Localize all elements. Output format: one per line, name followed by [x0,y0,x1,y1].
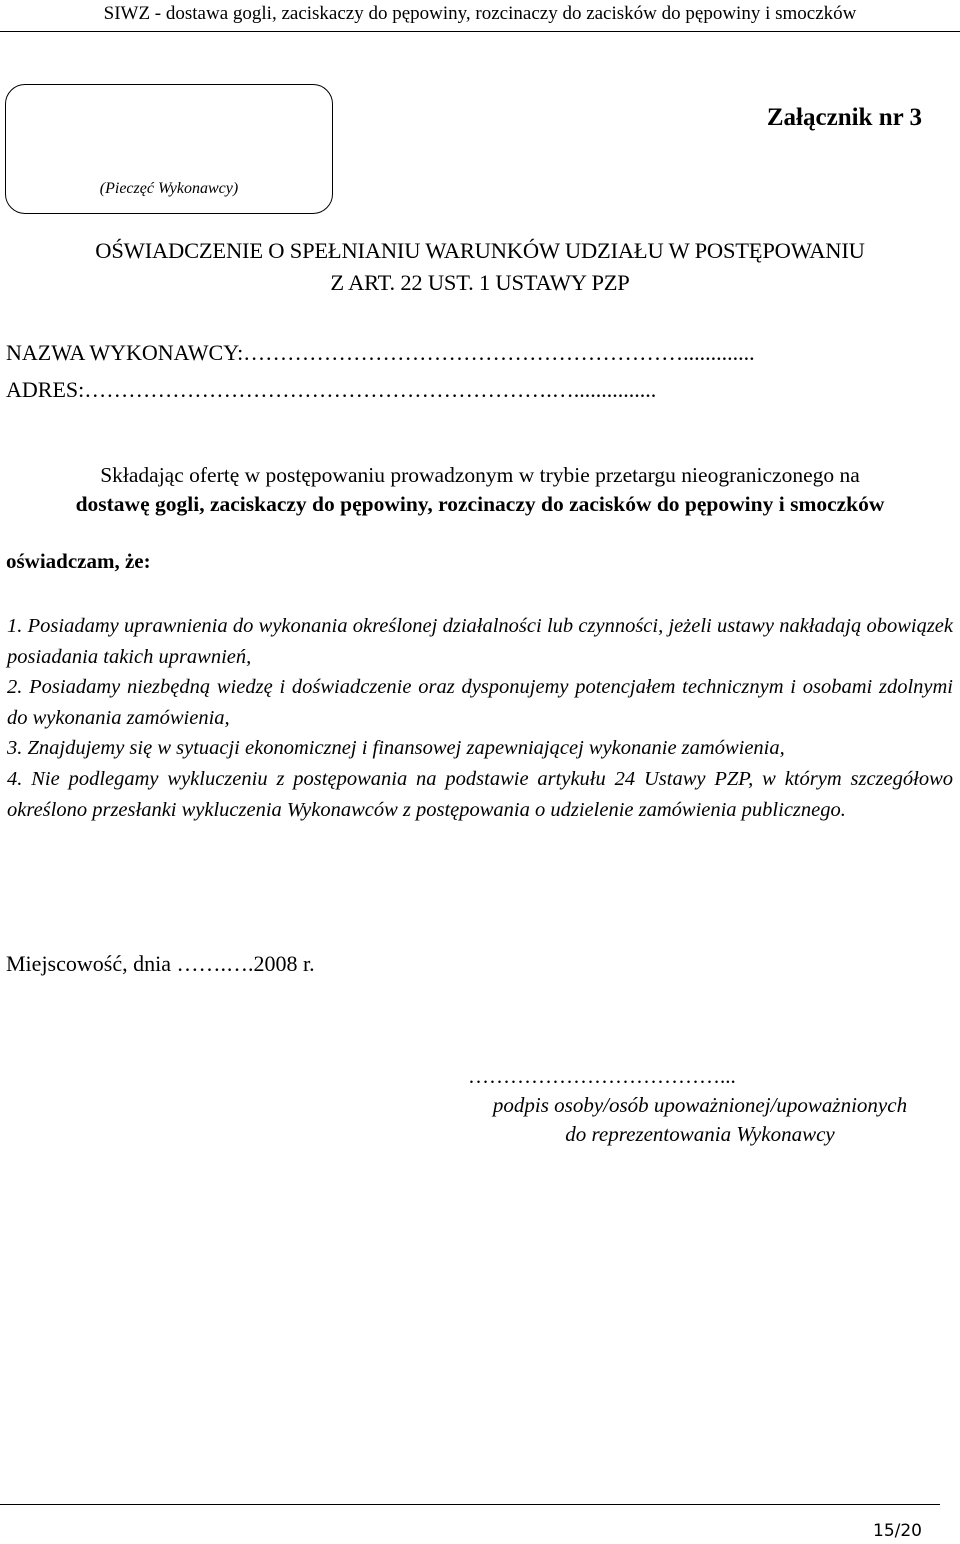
declaration-item: 2. Posiadamy niezbędną wiedzę i doświadczenie oraz dysponujemy potencjałem technicznym i osobami zdolnymi do wykonania zamówienia, [7,676,953,729]
intro-line1: Składając ofertę w postępowaniu prowadzonym w trybie przetargu nieograniczonego na [100,463,860,487]
header-divider [0,31,960,32]
declaration-item: 1. Posiadamy uprawnienia do wykonania określonej działalności lub czynności, jeżeli ustawy nakładają obowiązek posiadania takich uprawnień, [7,615,953,668]
declaration-item: 3. Znajdujemy się w sytuacji ekonomicznej i finansowej zapewniającej wykonanie zamówienia, [7,737,785,759]
signature-line: ………………………………... [468,1064,736,1088]
annex-label: Załącznik nr 3 [766,104,922,131]
signature-label-line2: do reprezentowania Wykonawcy [565,1122,835,1146]
document-title-line2: Z ART. 22 UST. 1 USTAWY PZP [330,270,630,295]
page-header: SIWZ - dostawa gogli, zaciskaczy do pępowiny, rozcinaczy do zacisków do pępowiny i smoczków [103,3,857,24]
declaration-item: 4. Nie podlegamy wykluczeniu z postępowania na podstawie artykułu 24 Ustawy PZP, w którym szczegółowo określono przesłanki wykluczenia Wykonawców z postępowania o udzielenie zamówienia publicznego. [7,768,953,821]
address-field: ADRES:……………………………………………………….…............... [6,377,657,402]
page-number: 15/20 [873,1521,922,1541]
contractor-stamp-label: (Pieczęć Wykonawcy) [99,180,239,197]
declaration-label: oświadczam, że: [6,549,151,573]
signature-label-line1: podpis osoby/osób upoważnionej/upoważnionych [492,1093,908,1117]
contractor-name-field: NAZWA WYKONAWCY:……………………………………………………............. [6,340,755,365]
place-and-date: Miejscowość, dnia …….….2008 r. [6,951,315,976]
intro-line2: dostawę gogli, zaciskaczy do pępowiny, rozcinaczy do zacisków do pępowiny i smoczków [75,492,885,516]
document-title-line1: OŚWIADCZENIE O SPEŁNIANIU WARUNKÓW UDZIAŁU W POSTĘPOWANIU [95,238,865,263]
footer-divider [0,1504,940,1505]
